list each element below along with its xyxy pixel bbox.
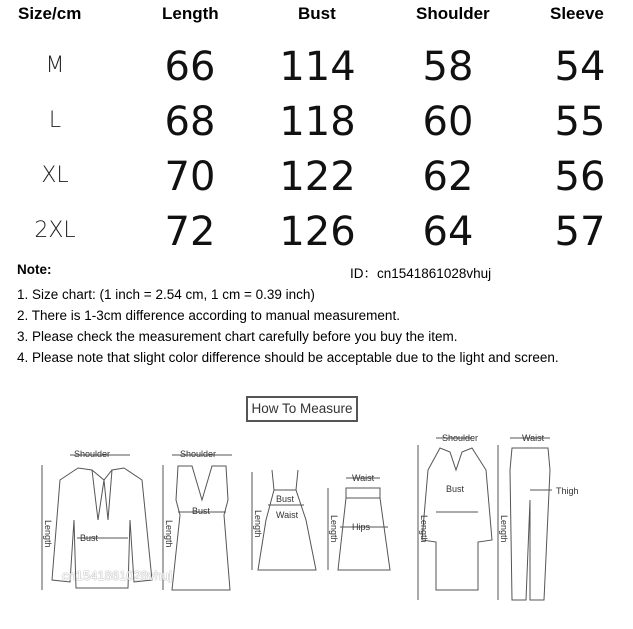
row-xl-shoulder: 62 [422, 154, 474, 200]
dress-shoulder-label: Shoulder [180, 449, 217, 459]
row-l-bust: 118 [279, 99, 356, 145]
blouse-bust-label: Bust [80, 533, 99, 543]
blouse-shoulder-label: Shoulder [74, 449, 111, 459]
note-title: Note: [17, 262, 52, 277]
blouse-length-label: Length [43, 520, 53, 548]
pants-waist-label: Waist [522, 433, 545, 443]
skirt-length-label: Length [329, 515, 339, 543]
note-line-2: 2. There is 1-3cm difference according to manual measurement. [17, 308, 400, 323]
skirt-waist-label: Waist [352, 473, 375, 483]
row-m-size: M [45, 53, 65, 78]
how-to-measure-title: How To Measure [246, 396, 358, 422]
measurement-illustrations [0, 425, 633, 629]
pants-length-label: Length [499, 515, 509, 543]
strap-dress-waist-label: Waist [276, 510, 299, 520]
product-id: ID：cn1541861028vhuj [350, 266, 492, 281]
row-2xl-size: 2XL [34, 218, 76, 243]
skirt-hips-label: Hips [352, 522, 371, 532]
note-line-1: 1. Size chart: (1 inch = 2.54 cm, 1 cm = 0.39 inch) [17, 287, 315, 302]
row-xl-bust: 122 [279, 154, 356, 200]
row-m-shoulder: 58 [422, 44, 474, 90]
header-length: Length [162, 4, 219, 23]
row-2xl-shoulder: 64 [422, 209, 474, 255]
coat-length-label: Length [419, 515, 429, 543]
strap-dress-bust-label: Bust [276, 494, 295, 504]
dress-length-label: Length [164, 520, 174, 548]
row-l-shoulder: 60 [422, 99, 474, 145]
pants-thigh-label: Thigh [556, 486, 579, 496]
row-m-bust: 114 [279, 44, 356, 90]
row-2xl-bust: 126 [279, 209, 356, 255]
row-2xl-sleeve: 57 [554, 209, 606, 255]
row-m-sleeve: 54 [554, 44, 606, 90]
note-line-3: 3. Please check the measurement chart carefully before you buy the item. [17, 329, 458, 344]
row-xl-sleeve: 56 [554, 154, 606, 200]
header-bust: Bust [298, 4, 336, 23]
coat-shoulder-label: Shoulder [442, 433, 479, 443]
row-2xl-length: 72 [164, 209, 216, 255]
row-xl-size: XL [41, 163, 69, 188]
coat-bust-label: Bust [446, 484, 465, 494]
row-l-sleeve: 55 [554, 99, 606, 145]
note-line-4: 4. Please note that slight color difference should be acceptable due to the light and screen. [17, 350, 559, 365]
row-l-length: 68 [164, 99, 216, 145]
row-l-size: L [48, 108, 62, 133]
row-m-length: 66 [164, 44, 216, 90]
row-xl-length: 70 [164, 154, 216, 200]
watermark: cn1541861028vhuj [62, 568, 172, 583]
header-shoulder: Shoulder [416, 4, 490, 23]
header-sleeve: Sleeve [550, 4, 604, 23]
dress-bust-label: Bust [192, 506, 211, 516]
strap-dress-length-label: Length [253, 510, 263, 538]
header-size: Size/cm [18, 4, 82, 23]
